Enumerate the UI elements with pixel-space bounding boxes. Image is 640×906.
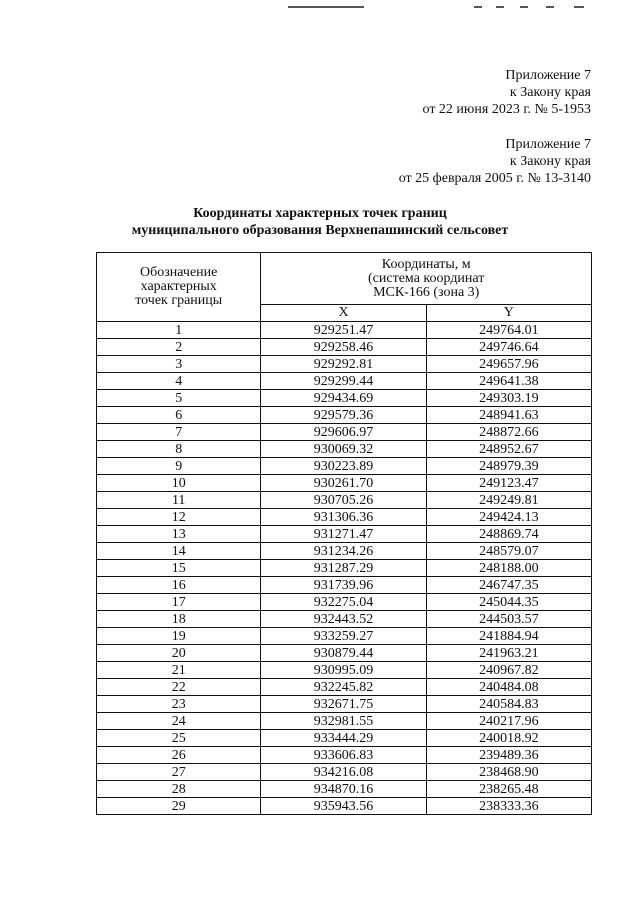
x-coordinate-cell: 931234.26 (261, 543, 426, 560)
y-coordinate-cell: 248579.07 (426, 543, 591, 560)
point-number-cell: 15 (97, 560, 261, 577)
y-coordinate-cell: 249764.01 (426, 322, 591, 339)
y-column-header: Y (426, 305, 591, 322)
table-row (97, 696, 592, 713)
table-row (97, 560, 592, 577)
point-number-cell: 3 (97, 356, 261, 373)
point-number-cell: 2 (97, 339, 261, 356)
x-coordinate-cell: 933606.83 (261, 747, 426, 764)
title-line: муниципального образования Верхнепашинский сельсовет (131, 223, 509, 238)
point-number-cell: 18 (97, 611, 261, 628)
title-line: Координаты характерных точек границ (193, 206, 447, 221)
x-coordinate-cell: 930223.89 (261, 458, 426, 475)
y-coordinate-cell: 240018.92 (426, 730, 591, 747)
header-line: характерных (140, 279, 217, 294)
point-number-cell: 10 (97, 475, 261, 492)
y-coordinate-cell: 240217.96 (426, 713, 591, 730)
x-coordinate-cell: 929299.44 (261, 373, 426, 390)
header-line: МСК-166 (зона 3) (373, 284, 480, 300)
table-row (97, 407, 592, 424)
scan-artifact-dash (520, 6, 528, 8)
table-row (97, 594, 592, 611)
y-coordinate-cell: 249303.19 (426, 390, 591, 407)
point-number-cell: 17 (97, 594, 261, 611)
table-row (97, 781, 592, 798)
x-coordinate-cell: 932981.55 (261, 713, 426, 730)
appendix-current-reference (423, 67, 592, 118)
y-coordinate-cell: 240967.82 (426, 662, 591, 679)
appendix-line: Приложение 7 (505, 137, 591, 152)
x-coordinate-cell: 933444.29 (261, 730, 426, 747)
point-number-cell: 19 (97, 628, 261, 645)
table-row (97, 356, 592, 373)
y-coordinate-cell: 244503.57 (426, 611, 591, 628)
x-coordinate-cell: 929579.36 (261, 407, 426, 424)
scan-artifact-dash (474, 6, 482, 8)
table-row (97, 373, 592, 390)
point-number-cell: 12 (97, 509, 261, 526)
y-coordinate-cell: 238333.36 (426, 798, 591, 815)
y-coordinate-cell: 249746.64 (426, 339, 591, 356)
table-row (97, 611, 592, 628)
y-coordinate-cell: 246747.35 (426, 577, 591, 594)
table-row (97, 543, 592, 560)
y-coordinate-cell: 248872.66 (426, 424, 591, 441)
x-coordinate-cell: 931739.96 (261, 577, 426, 594)
y-coordinate-cell: 241884.94 (426, 628, 591, 645)
point-number-cell: 11 (97, 492, 261, 509)
table-row (97, 798, 592, 815)
point-number-cell: 9 (97, 458, 261, 475)
point-number-cell: 16 (97, 577, 261, 594)
y-coordinate-cell: 241963.21 (426, 645, 591, 662)
y-coordinate-cell: 240584.83 (426, 696, 591, 713)
point-number-cell: 22 (97, 679, 261, 696)
coordinates-table (96, 252, 592, 815)
appendix-line: к Закону края (509, 85, 591, 100)
y-coordinate-cell: 238265.48 (426, 781, 591, 798)
x-coordinate-cell: 930261.70 (261, 475, 426, 492)
y-coordinate-cell: 248188.00 (426, 560, 591, 577)
point-number-cell: 25 (97, 730, 261, 747)
scan-artifact-dash (496, 6, 504, 8)
y-coordinate-cell: 245044.35 (426, 594, 591, 611)
x-coordinate-cell: 932671.75 (261, 696, 426, 713)
y-coordinate-cell: 248952.67 (426, 441, 591, 458)
point-number-cell: 24 (97, 713, 261, 730)
table-row (97, 475, 592, 492)
x-coordinate-cell: 933259.27 (261, 628, 426, 645)
x-coordinate-cell: 930069.32 (261, 441, 426, 458)
x-coordinate-cell: 929251.47 (261, 322, 426, 339)
table-row (97, 339, 592, 356)
y-coordinate-cell: 249657.96 (426, 356, 591, 373)
table-row (97, 662, 592, 679)
table-row (97, 424, 592, 441)
y-coordinate-cell: 239489.36 (426, 747, 591, 764)
point-number-cell: 21 (97, 662, 261, 679)
table-row (97, 747, 592, 764)
header-line: (система координат (368, 270, 485, 286)
point-number-cell: 5 (97, 390, 261, 407)
x-coordinate-cell: 930705.26 (261, 492, 426, 509)
table-row (97, 577, 592, 594)
x-coordinate-cell: 930995.09 (261, 662, 426, 679)
header-line: Обозначение (140, 265, 218, 280)
point-number-cell: 1 (97, 322, 261, 339)
table-row (97, 645, 592, 662)
coordinates-header (261, 253, 592, 305)
point-number-cell: 4 (97, 373, 261, 390)
table-row (97, 390, 592, 407)
table-row (97, 509, 592, 526)
table-row (97, 441, 592, 458)
y-coordinate-cell: 238468.90 (426, 764, 591, 781)
appendix-line: от 22 июня 2023 г. № 5-1953 (422, 102, 591, 117)
x-coordinate-cell: 929292.81 (261, 356, 426, 373)
x-coordinate-cell: 929434.69 (261, 390, 426, 407)
document-title (0, 205, 640, 239)
x-coordinate-cell: 931271.47 (261, 526, 426, 543)
point-number-cell: 14 (97, 543, 261, 560)
appendix-line: Приложение 7 (505, 68, 591, 83)
header-line: точек границы (135, 293, 223, 308)
scan-artifact-dash (546, 6, 554, 8)
x-coordinate-cell: 932443.52 (261, 611, 426, 628)
x-column-header: X (261, 305, 426, 322)
table-row (97, 764, 592, 781)
scan-artifact-dash (574, 6, 584, 8)
y-coordinate-cell: 249249.81 (426, 492, 591, 509)
table-body (97, 322, 592, 815)
x-coordinate-cell: 931306.36 (261, 509, 426, 526)
point-label-header (97, 253, 261, 322)
y-coordinate-cell: 240484.08 (426, 679, 591, 696)
scan-artifact-line (288, 6, 364, 8)
appendix-line: к Закону края (509, 154, 591, 169)
x-coordinate-cell: 929258.46 (261, 339, 426, 356)
x-coordinate-cell: 930879.44 (261, 645, 426, 662)
table-row (97, 322, 592, 339)
appendix-original-reference (399, 136, 591, 187)
point-number-cell: 26 (97, 747, 261, 764)
x-coordinate-cell: 932245.82 (261, 679, 426, 696)
point-number-cell: 23 (97, 696, 261, 713)
x-coordinate-cell: 934216.08 (261, 764, 426, 781)
table-row (97, 492, 592, 509)
header-line: Координаты, м (381, 256, 471, 272)
y-coordinate-cell: 249424.13 (426, 509, 591, 526)
point-number-cell: 28 (97, 781, 261, 798)
table-row (97, 679, 592, 696)
table-row (97, 458, 592, 475)
y-coordinate-cell: 248979.39 (426, 458, 591, 475)
y-coordinate-cell: 248941.63 (426, 407, 591, 424)
appendix-line: от 25 февраля 2005 г. № 13-3140 (398, 171, 591, 186)
x-coordinate-cell: 931287.29 (261, 560, 426, 577)
point-number-cell: 29 (97, 798, 261, 815)
point-number-cell: 27 (97, 764, 261, 781)
point-number-cell: 20 (97, 645, 261, 662)
y-coordinate-cell: 248869.74 (426, 526, 591, 543)
y-coordinate-cell: 249641.38 (426, 373, 591, 390)
table-row (97, 730, 592, 747)
point-number-cell: 7 (97, 424, 261, 441)
table-row (97, 526, 592, 543)
point-number-cell: 8 (97, 441, 261, 458)
x-coordinate-cell: 935943.56 (261, 798, 426, 815)
x-coordinate-cell: 932275.04 (261, 594, 426, 611)
x-coordinate-cell: 934870.16 (261, 781, 426, 798)
table-row (97, 713, 592, 730)
point-number-cell: 13 (97, 526, 261, 543)
x-coordinate-cell: 929606.97 (261, 424, 426, 441)
y-coordinate-cell: 249123.47 (426, 475, 591, 492)
point-number-cell: 6 (97, 407, 261, 424)
table-row (97, 628, 592, 645)
